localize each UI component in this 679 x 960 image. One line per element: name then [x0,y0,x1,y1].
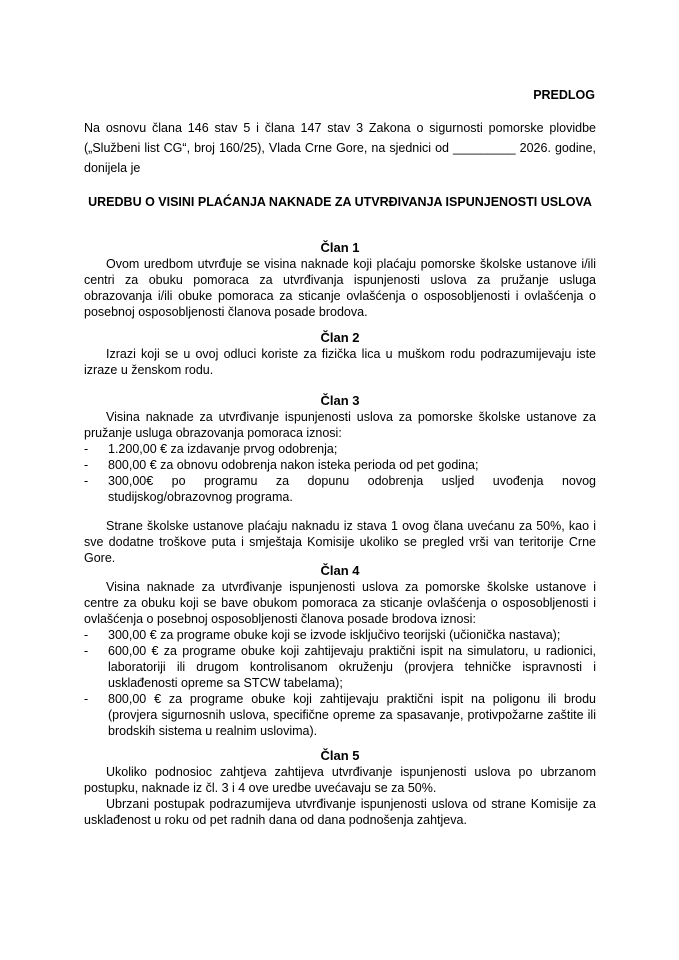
preamble-paragraph: Na osnovu člana 146 stav 5 i člana 147 stav 3 Zakona o sigurnosti pomorske plovidbe („Službeni list CG“, broj 160/25), Vlada Crne Gore, na sjednici od _________ 2026. godine, donijela je [84,121,596,175]
article-heading: Član 2 [320,330,360,345]
article-1 [84,240,596,320]
dash-marker: - [84,474,89,488]
article-paragraph: Ovom uredbom utvrđuje se visina naknade koji plaćaju pomorske školske ustanove i/ili centri za obuku pomoraca za utvrđivanja ispunjenosti uslova za pružanje usluga obrazovanja i/ili obuke pomoraca za sticanje ovlašćenja o osposobljenosti i ovlašćenja o posebnoj osposobljenosti članova posade brodova. [84,257,596,319]
article-paragraph: Strane školske ustanove plaćaju naknadu iz stava 1 ovog člana uvećanu za 50%, kao i sve dodatne troškove puta i smještaja Komisije ukoliko se pregled vrši van teritorije Crne Gore. [84,519,596,565]
dash-marker: - [84,692,89,706]
list-item-text: 600,00 € za programe obuke koji zahtijevaju praktični ispit na simulatoru, u radionici, laboratoriji ili drugom kontrolisanom okruženju (provjera tehničke ispravnosti i usklađenosti opreme sa STCW tabelama); [108,644,596,690]
list-item [84,643,596,691]
list-item-text: 300,00€ po programu za dopunu odobrenja usljed uvođenja novog studijskog/obrazovnog programa. [108,474,596,504]
article-intro: Visina naknade za utvrđivanje ispunjenosti uslova za pomorske školske ustanove i centre za obuku koji se bave obukom pomoraca za sticanje ovlašćenja o osposobljenosti i ovlašćenja o posebnoj osposobljenosti članova posade brodova iznosi: [84,580,596,626]
dash-marker: - [84,644,89,658]
article-5 [84,748,596,828]
list-item [84,691,596,739]
list-item-text: 1.200,00 € za izdavanje prvog odobrenja; [108,442,338,456]
document-status-label: PREDLOG [533,88,595,102]
fee-list [84,441,596,505]
article-paragraph: Izrazi koji se u ovoj odluci koriste za fizička lica u muškom rodu podrazumijevaju iste izraze u ženskom rodu. [84,347,596,377]
article-heading: Član 1 [320,240,360,255]
article-paragraph: Ukoliko podnosioc zahtjeva zahtijeva utvrđivanje ispunjenosti uslova po ubrzanom postupku, naknade iz čl. 3 i 4 ove uredbe uvećavaju se za 50%. [84,765,596,795]
article-4 [84,563,596,739]
regulation-title: UREDBU O VISINI PLAĆANJA NAKNADE ZA UTVRĐIVANJA ISPUNJENOSTI USLOVA [88,195,592,209]
article-heading: Član 5 [320,748,360,763]
fee-list [84,627,596,739]
dash-marker: - [84,442,89,456]
dash-marker: - [84,458,89,472]
article-3 [84,393,596,566]
list-item [84,627,596,643]
article-intro: Visina naknade za utvrđivanje ispunjenosti uslova za pomorske školske ustanove za pružanje usluga obrazovanja pomoraca iznosi: [84,410,596,440]
list-item [84,441,596,457]
article-2 [84,330,596,378]
list-item-text: 300,00 € za programe obuke koji se izvode isključivo teorijski (učionička nastava); [108,628,561,642]
list-item-text: 800,00 € za obnovu odobrenja nakon isteka perioda od pet godina; [108,458,479,472]
dash-marker: - [84,628,89,642]
article-heading: Član 3 [320,393,360,408]
list-item [84,457,596,473]
list-item [84,473,596,505]
list-item-text: 800,00 € za programe obuke koji zahtijevaju praktični ispit na poligonu ili brodu (provjera sigurnosnih uslova, specifične opreme za spasavanje, protivpožarne zaštite ili brodskih sistema u realnim uslovima). [108,692,596,738]
article-paragraph: Ubrzani postupak podrazumijeva utvrđivanje ispunjenosti uslova od strane Komisije za usklađenost u roku od pet radnih dana od dana podnošenja zahtjeva. [84,797,596,827]
article-heading: Član 4 [320,563,360,578]
